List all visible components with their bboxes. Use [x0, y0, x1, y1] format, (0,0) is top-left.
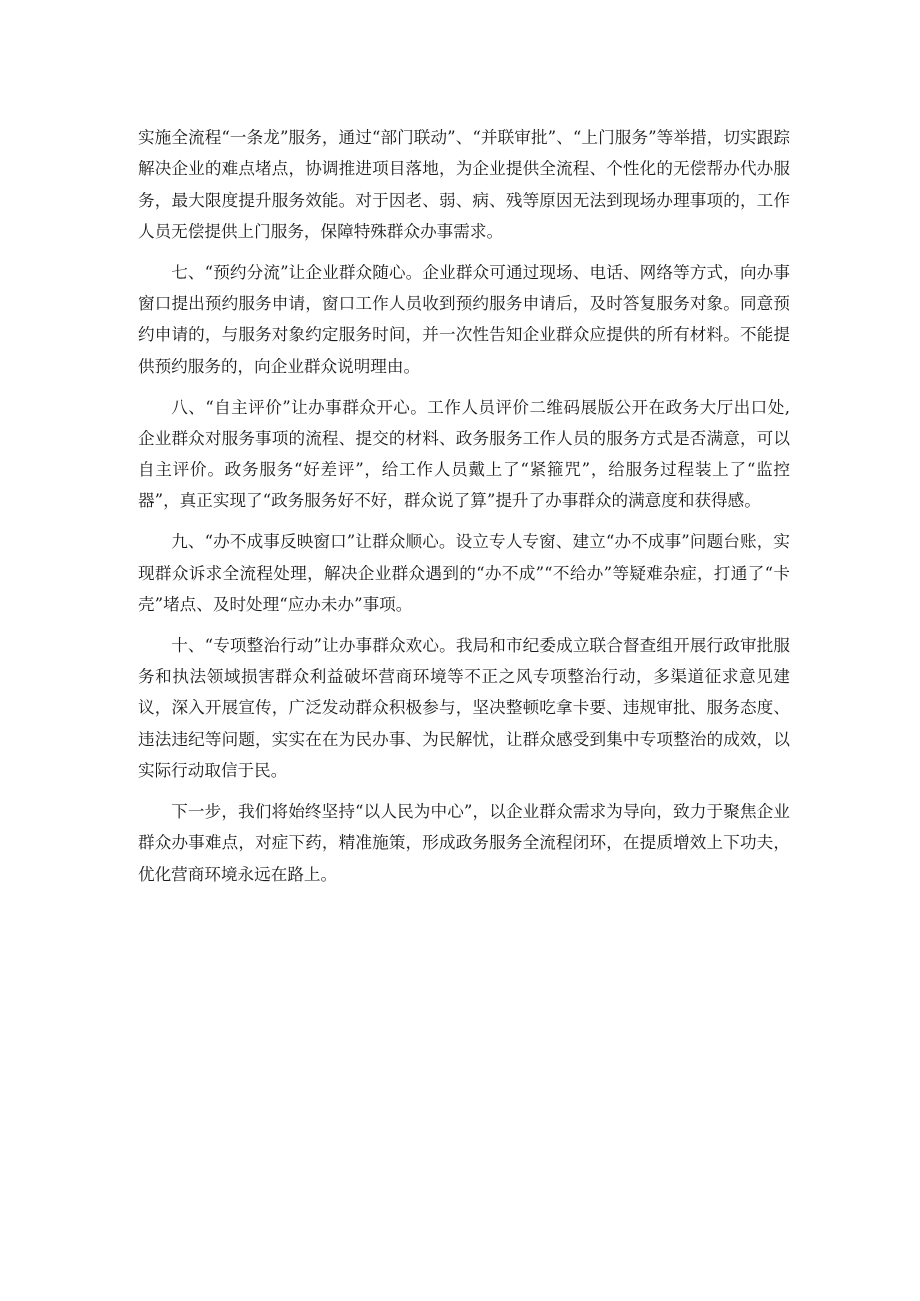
paragraph-section-7: 七、“预约分流”让企业群众随心。企业群众可通过现场、电话、网络等方式，向办事窗口提出预约服务申请，窗口工作人员收到预约服务申请后，及时答复服务对象。同意预约申请的，与服务对象约定服务时间，并一次性告知企业群众应提供的所有材料。不能提供预约服务的，向企业群众说明理由。 — [138, 262, 790, 376]
paragraph-section-9: 九、“办不成事反映窗口”让群众顺心。设立专人专窗、建立“办不成事”问题台账，实现群众诉求全流程处理，解决企业群众遇到的“办不成”“不给办”等疑难杂症，打通了“卡壳”堵点、及时处理“应办未办”事项。 — [138, 532, 790, 614]
paragraph-section-8: 八、“自主评价”让办事群众开心。工作人员评价二维码展版公开在政务大厅出口处,企业群众对服务事项的流程、提交的材料、政务服务工作人员的服务方式是否满意，可以自主评价。政务服务“好差评”，给工作人员戴上了“紧箍咒”，给服务过程装上了“监控器”，真正实现了“政务服务好不好，群众说了算”提升了办事群众的满意度和获得感。 — [138, 397, 790, 511]
paragraph-next-steps: 下一步，我们将始终坚持“以人民为中心”，以企业群众需求为导向，致力于聚焦企业群众办事难点，对症下药，精准施策，形成政务服务全流程闭环，在提质增效上下功夫，优化营商环境永远在路上。 — [138, 801, 790, 884]
paragraph-section-10: 十、“专项整治行动”让办事群众欢心。我局和市纪委成立联合督查组开展行政审批服务和执法领域损害群众利益破坏营商环境等不正之风专项整治行动，多渠道征求意见建议，深入开展宣传，广泛发动群众积极参与，坚决整顿吃拿卡要、违规审批、服务态度、违法违纪等问题，实实在在为民办事、为民解忧，让群众感受到集中专项整治的成效，以实际行动取信于民。 — [138, 635, 790, 781]
paragraph-continuation: 实施全流程“一条龙”服务，通过“部门联动”、“并联审批”、“上门服务”等举措，切实跟踪解决企业的难点堵点，协调推进项目落地，为企业提供全流程、个性化的无偿帮办代办服务，最大限度提升服务效能。对于因老、弱、病、残等原因无法到现场办理事项的，工作人员无偿提供上门服务，保障特殊群众办事需求。 — [138, 128, 790, 241]
document-body — [138, 122, 790, 899]
